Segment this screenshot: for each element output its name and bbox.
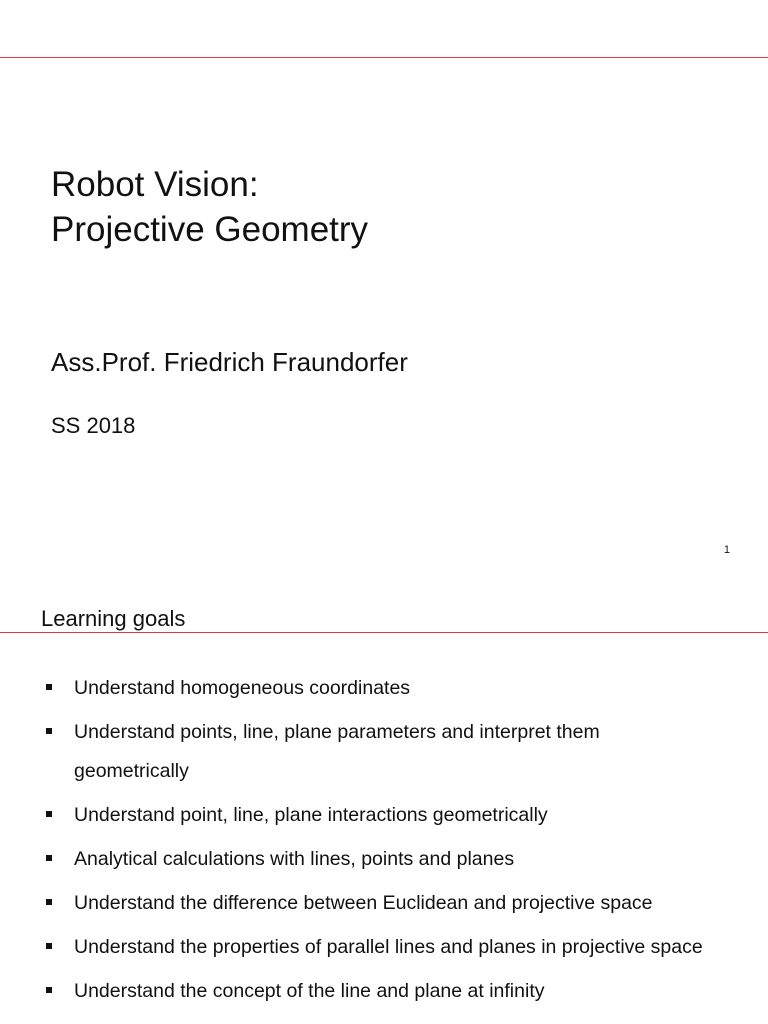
title-line-1: Robot Vision:: [51, 165, 259, 204]
list-item: [0, 928, 714, 967]
square-bullet-icon: [46, 855, 52, 861]
goal-text: Understand the properties of parallel lines and planes in projective space: [74, 936, 703, 958]
goal-text: Understand the concept of the line and plane at infinity: [74, 980, 545, 1002]
author-name: Ass.Prof. Friedrich Fraundorfer: [51, 347, 408, 377]
square-bullet-icon: [46, 943, 52, 949]
goal-text: Analytical calculations with lines, points and planes: [74, 848, 515, 870]
goal-text: Understand points, line, plane parameters and interpret them geometrically: [74, 721, 600, 782]
header-rule: [0, 57, 768, 58]
list-item: [0, 884, 714, 923]
page-number: 1: [723, 544, 730, 556]
header-rule: [0, 632, 768, 633]
square-bullet-icon: [46, 899, 52, 905]
square-bullet-icon: [46, 987, 52, 993]
list-item: [0, 669, 714, 708]
list-item: [0, 840, 714, 879]
section-heading: Learning goals: [41, 606, 186, 631]
list-item: [0, 796, 714, 835]
learning-goals-slide: [0, 580, 768, 1024]
goals-list: [0, 669, 714, 1016]
square-bullet-icon: [46, 728, 52, 734]
title-line-2: Projective Geometry: [51, 210, 369, 249]
square-bullet-icon: [46, 684, 52, 690]
list-item: [0, 713, 714, 791]
square-bullet-icon: [46, 811, 52, 817]
goal-text: Understand the difference between Euclidean and projective space: [74, 892, 653, 914]
goal-text: Understand point, line, plane interactions geometrically: [74, 804, 548, 826]
list-item: [0, 972, 714, 1011]
semester-label: SS 2018: [51, 413, 136, 438]
goal-text: Understand homogeneous coordinates: [74, 677, 411, 699]
slide-title: [51, 162, 368, 252]
